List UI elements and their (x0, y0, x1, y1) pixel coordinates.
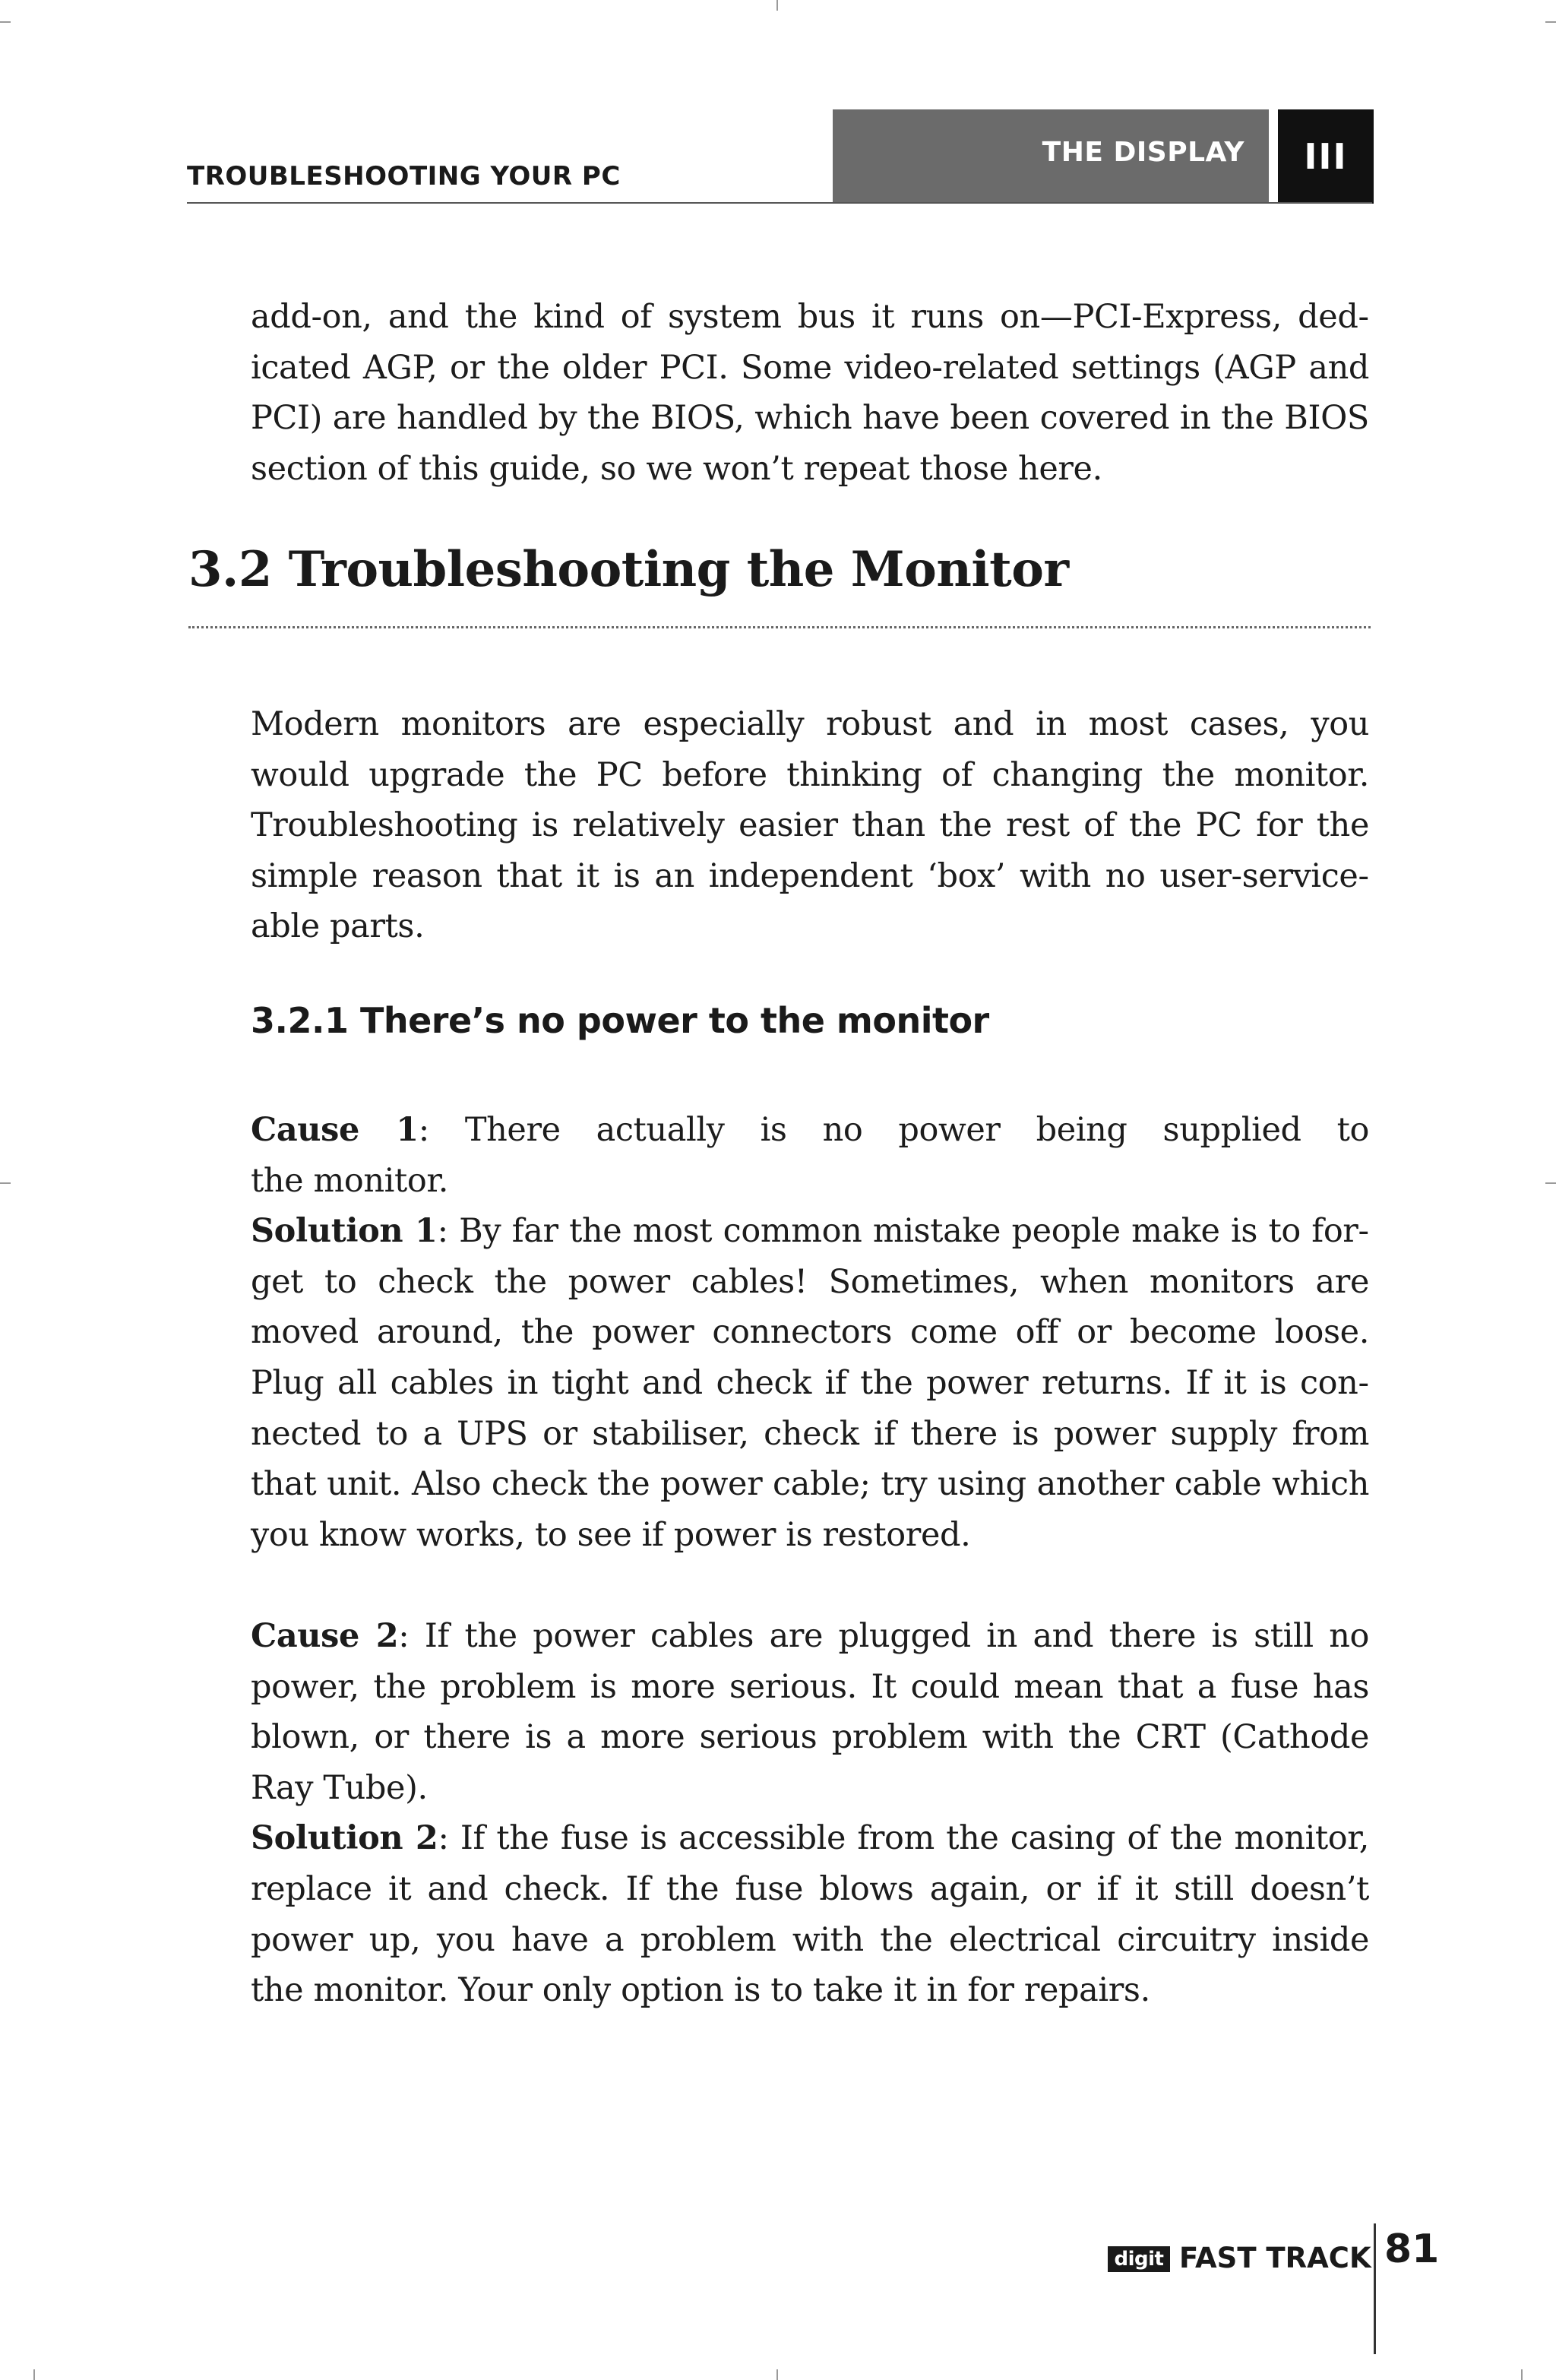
solution-2-label: Solution 2 (251, 1819, 438, 1858)
footer-rule (1374, 2223, 1376, 2354)
section-paragraph: Modern monitors are especially robust and in most cases, you would upgrade the PC before thinking of changing the monitor. Troubleshooting is relatively easier than the rest of the PC for the simple reason that it is an independent ‘box’ with no user-serviceable parts. (251, 705, 1369, 946)
crop-mark (33, 2369, 35, 2380)
solution-1 (251, 1206, 1369, 1560)
page-number: 81 (1384, 2227, 1440, 2272)
header-rule (187, 202, 1372, 204)
cause-solution-1 (251, 1105, 1369, 1560)
cause-1-label: Cause 1 (251, 1111, 419, 1149)
cause-2-text: : If the power cables are plugged in and there is still no power, the problem is more serious. It could mean that a fuse has blown, or there is a more serious problem with the CRT (Cathode Ray Tube). (251, 1617, 1369, 1807)
cause-1 (251, 1105, 1369, 1206)
subsection-title: 3.2.1 There’s no power to the monitor (251, 1000, 989, 1041)
chapter-number-badge: III (1278, 109, 1374, 204)
solution-2-text: : If the fuse is accessible from the casing of the monitor, replace it and check. If the fuse blows again, or if it still doesn’t power up, you have a problem with the electrical circuitry inside the monitor. Your only option is to take it in for repairs. (251, 1819, 1369, 2010)
cause-solution-2 (251, 1611, 1369, 2016)
crop-mark (776, 0, 778, 11)
intro-paragraph-block (251, 292, 1369, 494)
chapter-tab (833, 109, 1269, 204)
solution-2 (251, 1813, 1369, 2015)
chapter-title: THE DISPLAY (1042, 137, 1244, 168)
crop-mark (0, 1182, 11, 1184)
crop-mark (1521, 2369, 1523, 2380)
solution-1-text: : By far the most common mistake people make is to forget to check the power cables! Sometimes, when monitors are moved around, the power connectors come off or become loose. Plug all cables in tight and check if the power returns. If it is connected to a UPS or stabiliser, check if there is power supply from that unit. Also check the power cable; try using another cable which you know works, to see if power is restored. (251, 1212, 1369, 1554)
cause-1-text-continued: the monitor. (251, 1161, 449, 1200)
crop-mark (776, 2369, 778, 2380)
intro-paragraph: add-on, and the kind of system bus it runs on—PCI-Express, dedicated AGP, or the older PCI. Some video-related settings (AGP and PCI) are handled by the BIOS, which have been covered in the BIOS section of this guide, so we won’t repeat those here. (251, 298, 1369, 488)
cause-1-text: : There actually is no power being supplied to (418, 1111, 1369, 1149)
section-title: 3.2 Troubleshooting the Monitor (188, 541, 1069, 598)
solution-1-label: Solution 1 (251, 1212, 438, 1251)
section-paragraph-block (251, 699, 1369, 952)
crop-mark (1545, 21, 1556, 23)
digit-logo: digit (1108, 2246, 1170, 2272)
cause-2 (251, 1611, 1369, 1813)
crop-mark (0, 21, 11, 23)
crop-mark (1545, 1182, 1556, 1184)
cause-2-label: Cause 2 (251, 1617, 399, 1655)
section-divider (188, 626, 1371, 628)
running-head-book-title: TROUBLESHOOTING YOUR PC (187, 161, 621, 191)
cause-1-line (251, 1105, 1369, 1156)
footer-series-label: FAST TRACK (1179, 2242, 1371, 2274)
